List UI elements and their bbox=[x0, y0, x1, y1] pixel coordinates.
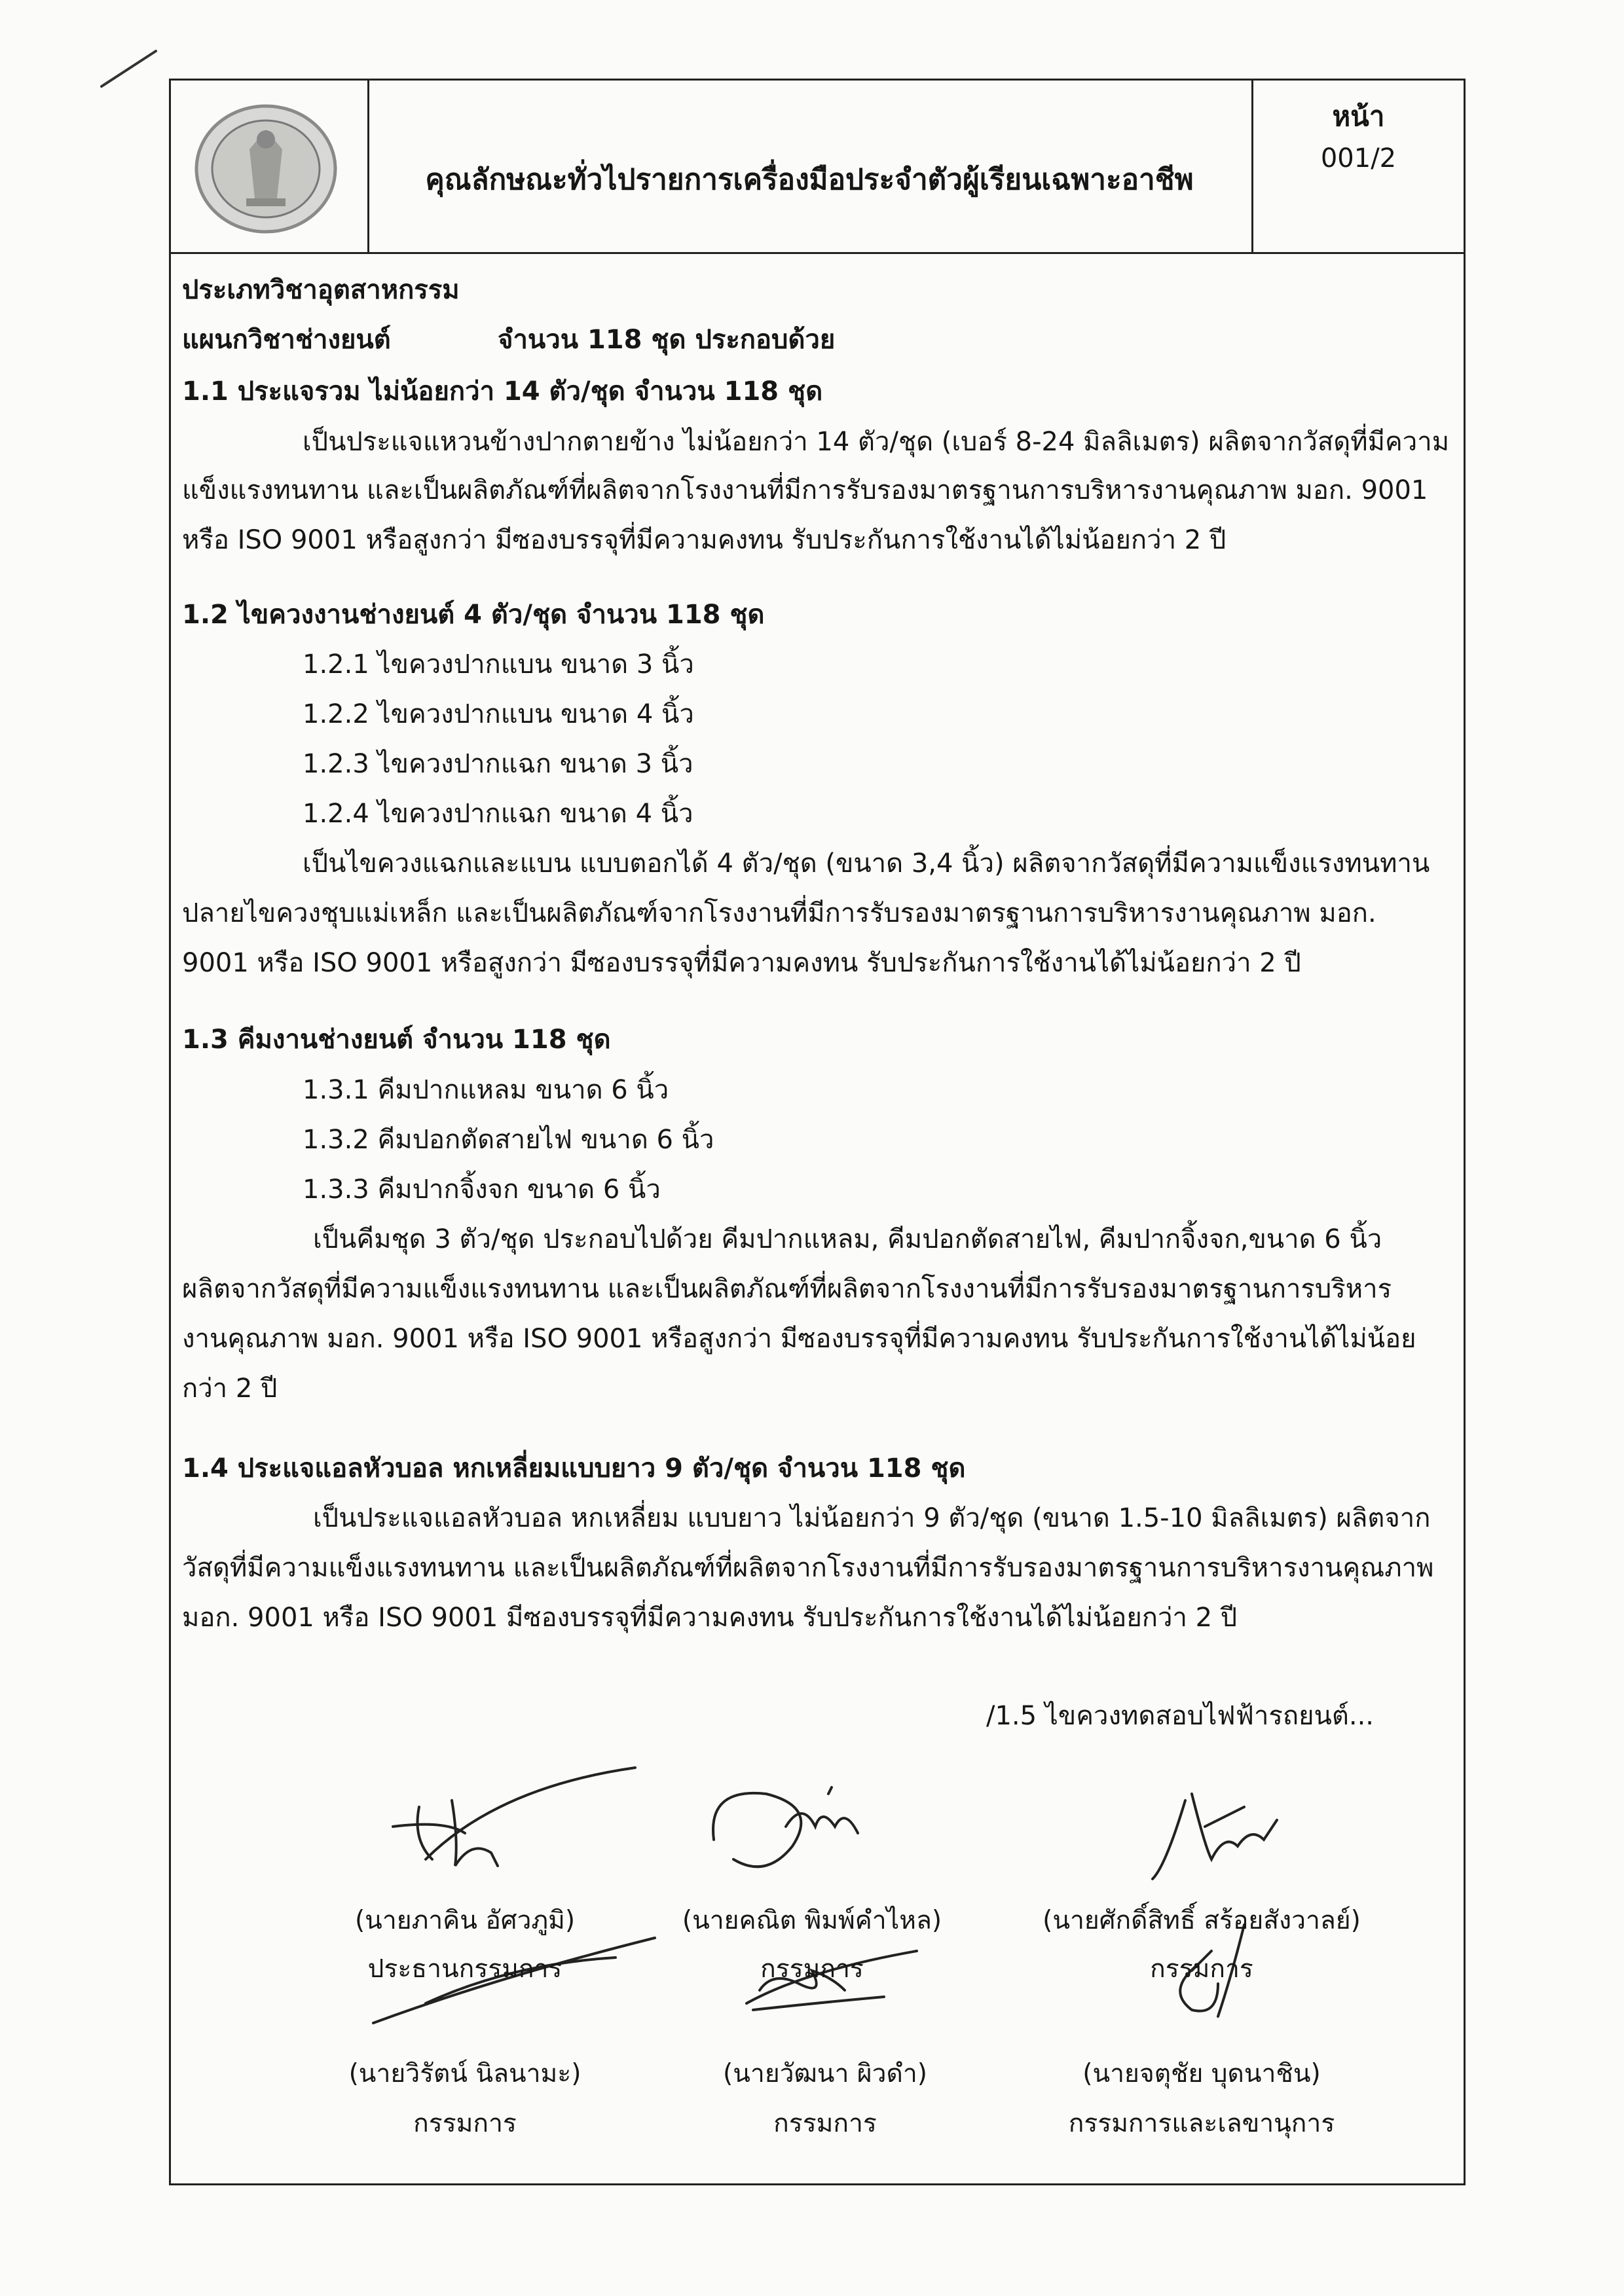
signatory-name: (นายวิรัตน์ นิลนามะ) bbox=[348, 2059, 581, 2088]
signatory-role: กรรมการและเลขานุการ bbox=[1068, 2109, 1335, 2138]
section-1-4-body-line: วัสดุที่มีความแข็งแรงทนทาน และเป็นผลิตภัณฑ์ที่ผลิตจากโรงงานที่มีการรับรองมาตรฐานการบริหารงานคุณภาพ bbox=[182, 1553, 1434, 1583]
signatory-role: กรรมการ bbox=[773, 2109, 877, 2138]
signature-3 bbox=[1113, 1768, 1310, 1886]
section-1-3-body-line: งานคุณภาพ มอก. 9001 หรือ ISO 9001 หรือสูงกว่า มีซองบรรจุที่มีความคงทน รับประกันการใช้งานได้ไม่น้อย bbox=[182, 1324, 1416, 1354]
section-1-3-item: 1.3.1 คีมปากแหลม ขนาด 6 นิ้ว bbox=[303, 1075, 669, 1105]
signatory-name: (นายศักดิ์สิทธิ์ สร้อยสังวาลย์) bbox=[1043, 1906, 1361, 1935]
section-1-3-body-line: กว่า 2 ปี bbox=[182, 1374, 278, 1404]
section-1-2-item: 1.2.2 ไขควงปากแบน ขนาด 4 นิ้ว bbox=[303, 699, 694, 729]
signatory-role: กรรมการ bbox=[1150, 1954, 1253, 1984]
section-1-2-body-line: เป็นไขควงแฉกและแบน แบบตอกได้ 4 ตัว/ชุด (ขนาด 3,4 นิ้ว) ผลิตจากวัสดุที่มีความแข็งแรงทนทาน bbox=[303, 848, 1430, 879]
continued-note: /1.5 ไขควงทดสอบไฟฟ้ารถยนต์... bbox=[986, 1701, 1375, 1731]
section-1-2-item: 1.2.1 ไขควงปากแบน ขนาด 3 นิ้ว bbox=[303, 649, 694, 680]
section-1-1-body-line: เป็นประแจแหวนข้างปากตายข้าง ไม่น้อยกว่า 14 ตัว/ชุด (เบอร์ 8-24 มิลลิเมตร) ผลิตจากวัสดุที่มีความ bbox=[303, 427, 1450, 457]
section-1-1-heading: 1.1 ประแจรวม ไม่น้อยกว่า 14 ตัว/ชุด จำนวน 118 ชุด bbox=[182, 376, 823, 407]
section-1-4-body-line: เป็นประแจแอลหัวบอล หกเหลี่ยม แบบยาว ไม่น้อยกว่า 9 ตัว/ชุด (ขนาด 1.5-10 มิลลิเมตร) ผลิตจาก bbox=[313, 1503, 1431, 1533]
vocational-commission-seal-icon bbox=[191, 100, 341, 238]
signatory-name: (นายคณิต พิมพ์คำไหล) bbox=[682, 1906, 942, 1935]
page-cell bbox=[1251, 81, 1466, 252]
section-1-3-item: 1.3.3 คีมปากจิ้งจก ขนาด 6 นิ้ว bbox=[303, 1175, 661, 1205]
pen-stroke-mark bbox=[98, 46, 164, 92]
document-header bbox=[171, 81, 1464, 254]
signatory-role: ประธานกรรมการ bbox=[367, 1954, 563, 1984]
section-1-3-item: 1.3.2 คีมปอกตัดสายไฟ ขนาด 6 นิ้ว bbox=[303, 1125, 714, 1155]
section-1-3-heading: 1.3 คีมงานช่างยนต์ จำนวน 118 ชุด bbox=[182, 1025, 611, 1055]
section-1-2-item: 1.2.3 ไขควงปากแฉก ขนาด 3 นิ้ว bbox=[303, 749, 693, 779]
section-1-2-item: 1.2.4 ไขควงปากแฉก ขนาด 4 นิ้ว bbox=[303, 799, 693, 829]
section-1-4-heading: 1.4 ประแจแอลหัวบอล หกเหลี่ยมแบบยาว 9 ตัว/ชุด จำนวน 118 ชุด bbox=[182, 1453, 966, 1484]
signature-2 bbox=[688, 1768, 897, 1886]
section-1-1-body-line: แข็งแรงทนทาน และเป็นผลิตภัณฑ์ที่ผลิตจากโรงงานที่มีการรับรองมาตรฐานการบริหารงานคุณภาพ มอก. 9001 bbox=[182, 475, 1428, 505]
signatory-role: กรรมการ bbox=[760, 1954, 864, 1984]
page-label: หน้า bbox=[1332, 100, 1385, 132]
signatory-name: (นายจตุชัย บุดนาชิน) bbox=[1082, 2059, 1321, 2088]
section-1-2-body-line: 9001 หรือ ISO 9001 หรือสูงกว่า มีซองบรรจุที่มีความคงทน รับประกันการใช้งานได้ไม่น้อยกว่า 2 ปี bbox=[182, 948, 1301, 978]
section-1-2-heading: 1.2 ไขควงงานช่างยนต์ 4 ตัว/ชุด จำนวน 118 ชุด bbox=[182, 600, 765, 630]
department-quantity: จำนวน 118 ชุด ประกอบด้วย bbox=[498, 325, 836, 355]
section-1-4-body-line: มอก. 9001 หรือ ISO 9001 มีซองบรรจุที่มีความคงทน รับประกันการใช้งานได้ไม่น้อยกว่า 2 ปี bbox=[182, 1603, 1238, 1633]
document-title: คุณลักษณะทั่วไปรายการเครื่องมือประจำตัวผู้เรียนเฉพาะอาชีพ bbox=[425, 163, 1194, 196]
signatory-name: (นายภาคิน อัศวภูมิ) bbox=[354, 1906, 576, 1935]
page-number: 001/2 bbox=[1320, 143, 1397, 173]
logo-cell bbox=[171, 81, 369, 252]
section-1-2-body-line: ปลายไขควงชุบแม่เหล็ก และเป็นผลิตภัณฑ์จากโรงงานที่มีการรับรองมาตรฐานการบริหารงานคุณภาพ มอก. bbox=[182, 898, 1376, 928]
section-1-3-body-line: ผลิตจากวัสดุที่มีความแข็งแรงทนทาน และเป็นผลิตภัณฑ์ที่ผลิตจากโรงงานที่มีการรับรองมาตรฐานการบริหาร bbox=[182, 1274, 1392, 1304]
title-cell bbox=[367, 81, 1253, 252]
department-label: แผนกวิชาช่างยนต์ bbox=[182, 325, 391, 355]
signatory-role: กรรมการ bbox=[413, 2109, 517, 2138]
category-line: ประเภทวิชาอุตสาหกรรม bbox=[182, 275, 460, 305]
signature-1 bbox=[367, 1761, 642, 1892]
section-1-3-body-line: เป็นคีมชุด 3 ตัว/ชุด ประกอบไปด้วย คีมปากแหลม, คีมปอกตัดสายไฟ, คีมปากจิ้งจก,ขนาด 6 นิ้ว bbox=[313, 1224, 1382, 1254]
signatory-name: (นายวัฒนา ผิวดำ) bbox=[723, 2059, 927, 2088]
section-1-1-body-line: หรือ ISO 9001 หรือสูงกว่า มีซองบรรจุที่มีความคงทน รับประกันการใช้งานได้ไม่น้อยกว่า 2 ปี bbox=[182, 525, 1227, 555]
